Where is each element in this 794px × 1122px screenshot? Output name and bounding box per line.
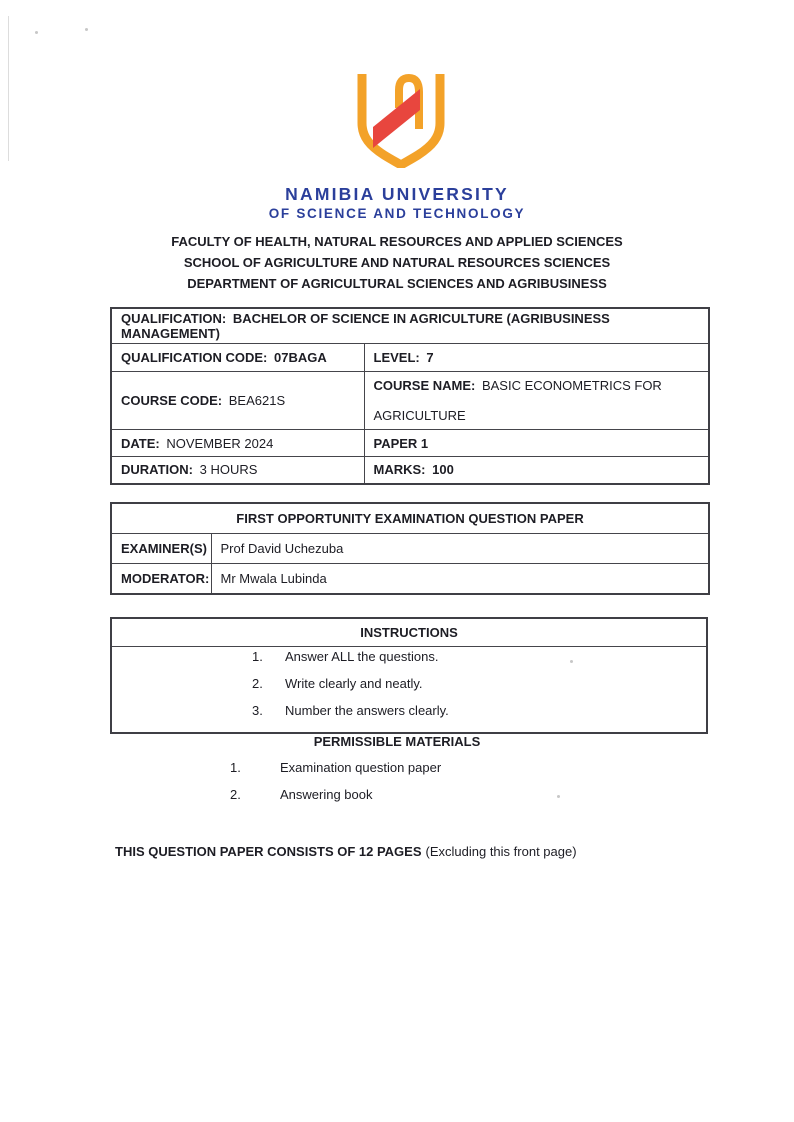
date-cell bbox=[111, 430, 364, 457]
instructions-table bbox=[110, 617, 708, 734]
level-label: LEVEL: bbox=[373, 350, 420, 365]
moderator-label: MODERATOR: bbox=[121, 570, 210, 586]
permissible-item-text: Examination question paper bbox=[280, 760, 442, 775]
level-value: 7 bbox=[426, 350, 434, 365]
school-line: SCHOOL OF AGRICULTURE AND NATURAL RESOURCES SCIENCES bbox=[183, 255, 611, 270]
level-cell bbox=[364, 344, 709, 372]
marks-value: 100 bbox=[432, 462, 454, 478]
marks-cell bbox=[364, 457, 709, 484]
instruction-item bbox=[252, 676, 697, 692]
university-wordmark bbox=[0, 185, 794, 222]
instruction-number: 3. bbox=[252, 702, 263, 718]
course-name-cell bbox=[364, 372, 709, 430]
nust-shield-logo-icon bbox=[357, 74, 445, 168]
page-count-note bbox=[115, 843, 577, 860]
table-row bbox=[111, 457, 709, 484]
course-code-value: BEA621S bbox=[228, 393, 286, 408]
instruction-text: Number the answers clearly. bbox=[285, 702, 449, 718]
table-row bbox=[111, 372, 709, 430]
examiner-value-cell bbox=[211, 533, 709, 563]
scan-speck bbox=[557, 795, 560, 798]
qualification-code-value: 07BAGA bbox=[273, 350, 327, 365]
table-row bbox=[111, 308, 709, 344]
examination-table bbox=[110, 502, 710, 595]
instruction-item bbox=[252, 703, 697, 719]
scan-speck bbox=[35, 31, 38, 34]
instructions-body-cell bbox=[111, 646, 707, 733]
university-name-line2: OF SCIENCE AND TECHNOLOGY bbox=[268, 206, 526, 221]
examiner-label: EXAMINER(S) bbox=[121, 540, 207, 556]
table-row bbox=[111, 618, 707, 646]
instructions-title: INSTRUCTIONS bbox=[360, 624, 458, 640]
moderator-name: Mr Mwala Lubinda bbox=[220, 570, 327, 586]
examiner-label-cell bbox=[111, 533, 211, 563]
table-row bbox=[111, 344, 709, 372]
qualification-table bbox=[110, 307, 710, 485]
qualification-cell bbox=[111, 308, 709, 344]
instruction-number: 1. bbox=[252, 648, 263, 664]
instruction-item bbox=[252, 649, 697, 665]
course-code-label: COURSE CODE: bbox=[121, 393, 223, 408]
table-row bbox=[111, 533, 709, 563]
table-row bbox=[111, 503, 709, 533]
qualification-code-label: QUALIFICATION CODE: bbox=[121, 350, 268, 365]
exam-paper-title: FIRST OPPORTUNITY EXAMINATION QUESTION PAPER bbox=[236, 510, 584, 526]
moderator-label-cell bbox=[111, 563, 211, 594]
permissible-item bbox=[230, 760, 441, 776]
paper-label: PAPER 1 bbox=[373, 435, 429, 451]
marks-label: MARKS: bbox=[373, 462, 426, 478]
course-name-value-line2: AGRICULTURE bbox=[373, 407, 466, 423]
page-count-bold: THIS QUESTION PAPER CONSISTS OF 12 PAGES bbox=[115, 844, 422, 859]
table-row bbox=[111, 430, 709, 457]
permissible-materials-title: PERMISSIBLE MATERIALS bbox=[313, 734, 481, 749]
duration-label: DURATION: bbox=[121, 462, 193, 478]
exam-title-cell bbox=[111, 503, 709, 533]
date-label: DATE: bbox=[121, 435, 160, 451]
instruction-number: 2. bbox=[252, 675, 263, 691]
instructions-title-cell bbox=[111, 618, 707, 646]
table-row bbox=[111, 646, 707, 733]
paper-cell bbox=[364, 430, 709, 457]
permissible-item-number: 2. bbox=[230, 787, 241, 802]
permissible-item bbox=[230, 787, 441, 803]
course-name-value: BASIC ECONOMETRICS FOR bbox=[481, 377, 662, 393]
instruction-text: Answer ALL the questions. bbox=[285, 648, 439, 664]
examiner-name: Prof David Uchezuba bbox=[220, 540, 344, 556]
qualification-code-cell bbox=[111, 344, 364, 372]
qualification-value: BACHELOR OF SCIENCE IN AGRICULTURE (AGRIBUSINESS MANAGEMENT) bbox=[121, 311, 610, 341]
course-name-label: COURSE NAME: bbox=[373, 377, 476, 393]
table-row bbox=[111, 563, 709, 594]
moderator-value-cell bbox=[211, 563, 709, 594]
university-name: NAMIBIA UNIVERSITY bbox=[285, 184, 509, 204]
permissible-item-number: 1. bbox=[230, 760, 241, 775]
department-line: DEPARTMENT OF AGRICULTURAL SCIENCES AND AGRIBUSINESS bbox=[187, 276, 607, 291]
page-count-normal: (Excluding this front page) bbox=[425, 844, 577, 859]
faculty-line: FACULTY OF HEALTH, NATURAL RESOURCES AND APPLIED SCIENCES bbox=[171, 234, 623, 249]
scan-artifact-line bbox=[8, 16, 9, 161]
duration-value: 3 HOURS bbox=[199, 462, 258, 478]
qualification-label: QUALIFICATION: bbox=[121, 311, 227, 326]
duration-cell bbox=[111, 457, 364, 484]
course-code-cell bbox=[111, 372, 364, 430]
faculty-block bbox=[0, 231, 794, 294]
scan-speck bbox=[85, 28, 88, 31]
permissible-materials-list bbox=[230, 760, 441, 814]
permissible-item-text: Answering book bbox=[280, 787, 373, 802]
date-value: NOVEMBER 2024 bbox=[166, 435, 274, 451]
instruction-text: Write clearly and neatly. bbox=[285, 675, 423, 691]
